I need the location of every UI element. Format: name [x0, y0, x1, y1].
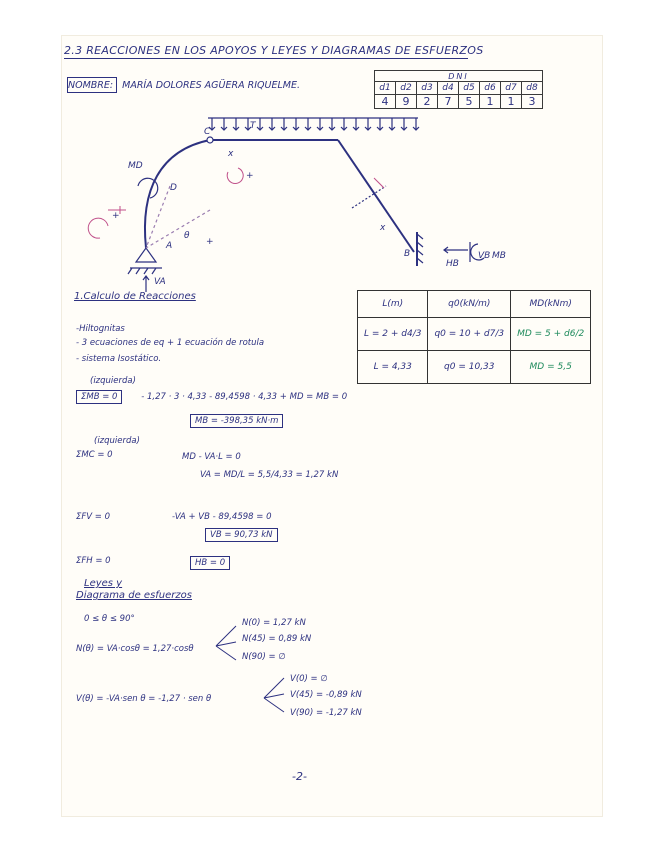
params-header-q0: q0(kN/m): [428, 291, 511, 318]
dni-value: 9: [396, 95, 417, 109]
label-b: B: [404, 249, 411, 259]
v-expression: V(θ) = -VA·sen θ = -1,27 · sen θ: [76, 694, 212, 704]
dni-value: 5: [459, 95, 480, 109]
params-table: [357, 290, 591, 384]
label-mb: MB: [492, 251, 506, 261]
section1-title: 1.Calculo de Reacciones: [74, 291, 196, 302]
label-t: T: [250, 121, 256, 131]
value-l: L = 4,33: [358, 351, 428, 384]
v-value-90: V(90) = -1,27 kN: [290, 708, 362, 718]
dni-value: 3: [522, 95, 543, 109]
label-plus3: +: [246, 171, 254, 181]
page-title: 2.3 REACCIONES EN LOS APOYOS Y LEYES Y DIAGRAMAS DE ESFUERZOS: [64, 44, 484, 57]
v-value-0: V(0) = ∅: [290, 674, 328, 684]
ground-hatch: [128, 268, 162, 274]
sum-mb-expr: - 1,27 · 3 · 4,33 - 89,4598 · 4,33 + MD = MB = 0: [141, 392, 348, 402]
formula-q0: q0 = 10 + d7/3: [428, 318, 511, 351]
value-md: MD = 5,5: [511, 351, 591, 384]
sum-mc-label: ΣMC = 0: [76, 450, 113, 460]
v-brace: [262, 672, 292, 718]
va-arrow: [143, 276, 149, 292]
dni-header: d3: [417, 82, 438, 95]
dni-value: 1: [480, 95, 501, 109]
n-value-90: N(90) = ∅: [242, 652, 286, 662]
structure-diagram: [0, 0, 655, 300]
n-value-0: N(0) = 1,27 kN: [242, 618, 306, 628]
section2-title-2: Diagrama de esfuerzos: [76, 590, 192, 601]
sum-fh-label: ΣFH = 0: [76, 556, 111, 566]
izquierda-note-1: (izquierda): [90, 376, 136, 386]
bullet-2: - 3 ecuaciones de eq + 1 ecuación de rotula: [76, 338, 265, 348]
label-theta: θ: [184, 231, 190, 241]
pink-sign-b: [374, 178, 384, 188]
label-hb: HB: [446, 259, 459, 269]
dni-header: d4: [438, 82, 459, 95]
dni-value: 1: [501, 95, 522, 109]
dni-header: d1: [375, 82, 396, 95]
pin-support-a: [136, 248, 156, 262]
vb-result: VB = 90,73 kN: [205, 528, 278, 542]
dni-label: DNI: [375, 71, 543, 82]
mb-result: MB = -398,35 kN·m: [190, 414, 283, 428]
inclined-member: [338, 140, 414, 252]
formula-l: L = 2 + d4/3: [358, 318, 428, 351]
pink-moment-c: [227, 168, 243, 183]
n-expression: N(θ) = VA·cosθ = 1,27·cosθ: [76, 644, 194, 654]
n-brace: [214, 620, 244, 666]
hb-result: HB = 0: [190, 556, 230, 570]
formula-md: MD = 5 + d6/2: [511, 318, 591, 351]
label-c: C: [204, 127, 211, 137]
page-number: -2-: [292, 770, 307, 783]
arch-member: [145, 140, 210, 248]
v-value-45: V(45) = -0,89 kN: [290, 690, 362, 700]
name-value: MARÍA DOLORES AGÜERA RIQUELME.: [122, 80, 300, 91]
sum-mb-label: ΣMB = 0: [76, 390, 122, 404]
bullet-1: -Hiltognitas: [76, 324, 125, 334]
value-q0: q0 = 10,33: [428, 351, 511, 384]
label-d: D: [170, 183, 177, 193]
moment-md-arrow: [138, 178, 158, 198]
distributed-load-arrows: [209, 118, 419, 130]
dni-header: d2: [396, 82, 417, 95]
label-vb: VB: [478, 251, 491, 261]
izquierda-note-2: (izquierda): [94, 436, 140, 446]
label-x2: x: [380, 223, 386, 233]
fv-expr: -VA + VB - 89,4598 = 0: [172, 512, 272, 522]
label-va: VA: [154, 277, 166, 287]
section2-title-1: Leyes y: [84, 578, 123, 589]
theta-range: 0 ≤ θ ≤ 90°: [84, 614, 135, 624]
label-md: MD: [128, 161, 143, 171]
mc-expr-2: VA = MD/L = 5,5/4,33 = 1,27 kN: [200, 470, 339, 480]
params-header-l: L(m): [358, 291, 428, 318]
dni-header: d5: [459, 82, 480, 95]
params-header-md: MD(kNm): [511, 291, 591, 318]
dni-value: 4: [375, 95, 396, 109]
dni-header: d6: [480, 82, 501, 95]
sum-fv-label: ΣFV = 0: [76, 512, 111, 522]
name-label: NOMBRE:: [68, 80, 114, 91]
dni-value: 2: [417, 95, 438, 109]
label-a: A: [166, 241, 173, 251]
bullet-3: - sistema Isostático.: [76, 354, 162, 364]
label-plus1: +: [112, 211, 120, 221]
n-value-45: N(45) = 0,89 kN: [242, 634, 312, 644]
dni-value: 7: [438, 95, 459, 109]
mc-expr-1: MD - VA·L = 0: [182, 452, 241, 462]
label-plus2: +: [206, 237, 214, 247]
label-x1: x: [228, 149, 234, 159]
hinge-c: [207, 137, 213, 143]
pink-moment: [88, 218, 108, 238]
dni-header: d8: [522, 82, 543, 95]
hb-arrow: [444, 247, 468, 253]
dni-header: d7: [501, 82, 522, 95]
